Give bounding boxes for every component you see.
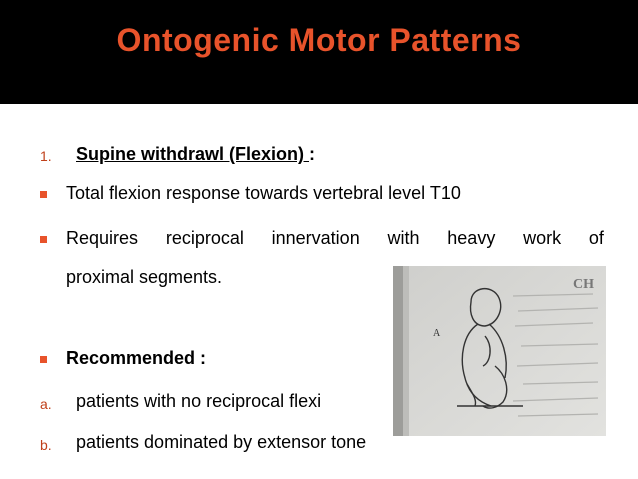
sub-item-b-text: patients dominated by extensor tone [76, 432, 367, 452]
item-heading-colon: : [309, 144, 316, 164]
title-bar [0, 0, 638, 99]
word: innervation [271, 228, 360, 248]
word: heavy [447, 228, 496, 248]
bullet-text-2-continued: proximal segments. [66, 267, 223, 287]
recommended-heading: Recommended : [66, 348, 207, 368]
list-item-heading [76, 144, 315, 165]
fetus-flexion-image [393, 266, 606, 436]
word: of [588, 228, 604, 248]
bullet-icon [40, 236, 47, 243]
sub-item-a-text: patients with no reciprocal flexi [76, 391, 322, 411]
image-label-ch: CH [573, 277, 594, 292]
item-heading-text: Supine withdrawl (Flexion) [76, 144, 310, 164]
word: reciprocal [165, 228, 244, 248]
bullet-icon [40, 356, 47, 363]
list-letter-b: b. [40, 437, 52, 453]
word: work [523, 228, 562, 248]
slide-title: Ontogenic Motor Patterns [116, 22, 522, 58]
word: with [387, 228, 420, 248]
list-number-1: 1. [40, 148, 52, 164]
fetus-illustration [393, 266, 606, 436]
word: Requires [66, 228, 139, 248]
list-letter-a: a. [40, 396, 52, 412]
bullet-icon [40, 191, 47, 198]
bullet-text-1: Total flexion response towards vertebral level T10 [66, 183, 461, 203]
image-label-a: A [433, 328, 441, 339]
bullet-text-2 [66, 228, 604, 249]
